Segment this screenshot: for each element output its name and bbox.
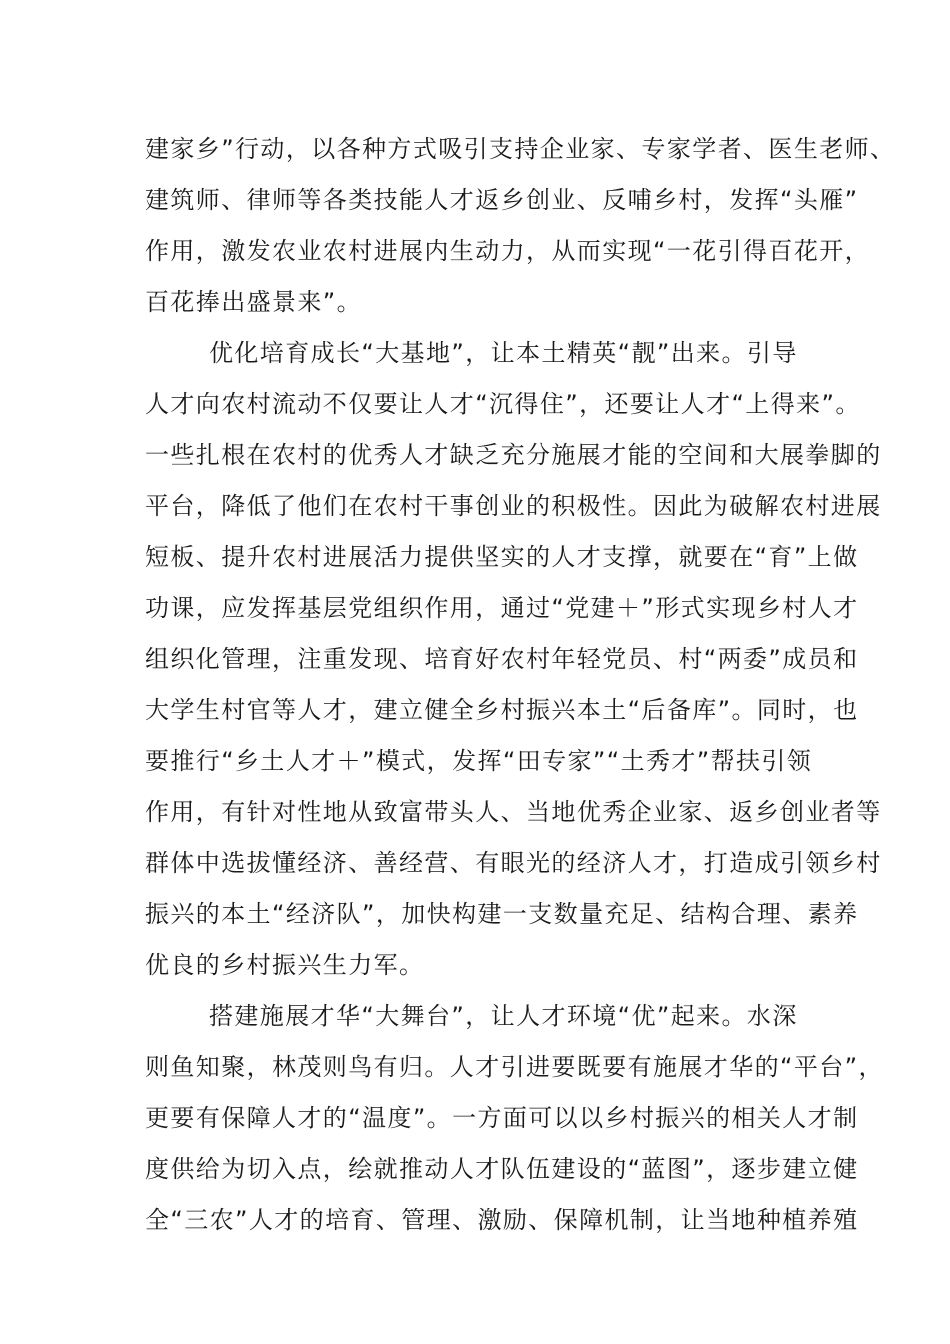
text-line: 要推行“乡土人才＋”模式，发挥“田专家”“土秀才”帮扶引领 [145, 747, 813, 775]
text-line: 则鱼知聚，林茂则鸟有归。人才引进要既要有施展才华的“平台”， [145, 1053, 884, 1081]
text-line: 平台，降低了他们在农村干事创业的积极性。因此为破解农村进展 [145, 492, 882, 520]
text-line: 大学生村官等人才，建立健全乡村振兴本土“后备库”。同时，也 [145, 696, 859, 724]
paragraph-first-line: 搭建施展才华“大舞台”，让人才环境“优”起来。水深 [209, 1002, 798, 1030]
text-line: 全“三农”人才的培育、管理、激励、保障机制，让当地种植养殖 [145, 1206, 859, 1234]
text-line: 人才向农村流动不仅要让人才“沉得住”，还要让人才“上得来”。 [145, 390, 861, 418]
text-line: 短板、提升农村进展活力提供坚实的人才支撑，就要在“育”上做 [145, 543, 859, 571]
text-line: 组织化管理，注重发现、培育好农村年轻党员、村“两委”成员和 [145, 645, 859, 673]
text-line: 群体中选拔懂经济、善经营、有眼光的经济人才，打造成引领乡村 [145, 849, 882, 877]
text-line: 建筑师、律师等各类技能人才返乡创业、反哺乡村，发挥“头雁” [145, 186, 859, 214]
text-line: 优良的乡村振兴生力军。 [145, 951, 425, 979]
text-line: 功课，应发挥基层党组织作用，通过“党建＋”形式实现乡村人才 [145, 594, 859, 622]
text-line: 百花捧出盛景来”。 [145, 288, 363, 316]
text-line: 作用，有针对性地从致富带头人、当地优秀企业家、返乡创业者等 [145, 798, 882, 826]
text-line: 作用，激发农业农村进展内生动力，从而实现“一花引得百花开， [145, 237, 871, 265]
text-line: 度供给为切入点，绘就推动人才队伍建设的“蓝图”，逐步建立健 [145, 1155, 859, 1183]
text-line: 建家乡”行动，以各种方式吸引支持企业家、专家学者、医生老师、 [145, 135, 896, 163]
text-line: 振兴的本土“经济队”，加快构建一支数量充足、结构合理、素养 [145, 900, 859, 928]
text-line: 更要有保障人才的“温度”。一方面可以以乡村振兴的相关人才制 [145, 1104, 859, 1132]
text-line: 一些扎根在农村的优秀人才缺乏充分施展才能的空间和大展拳脚的 [145, 441, 882, 469]
paragraph-first-line: 优化培育成长“大基地”，让本土精英“靓”出来。引导 [209, 339, 798, 367]
